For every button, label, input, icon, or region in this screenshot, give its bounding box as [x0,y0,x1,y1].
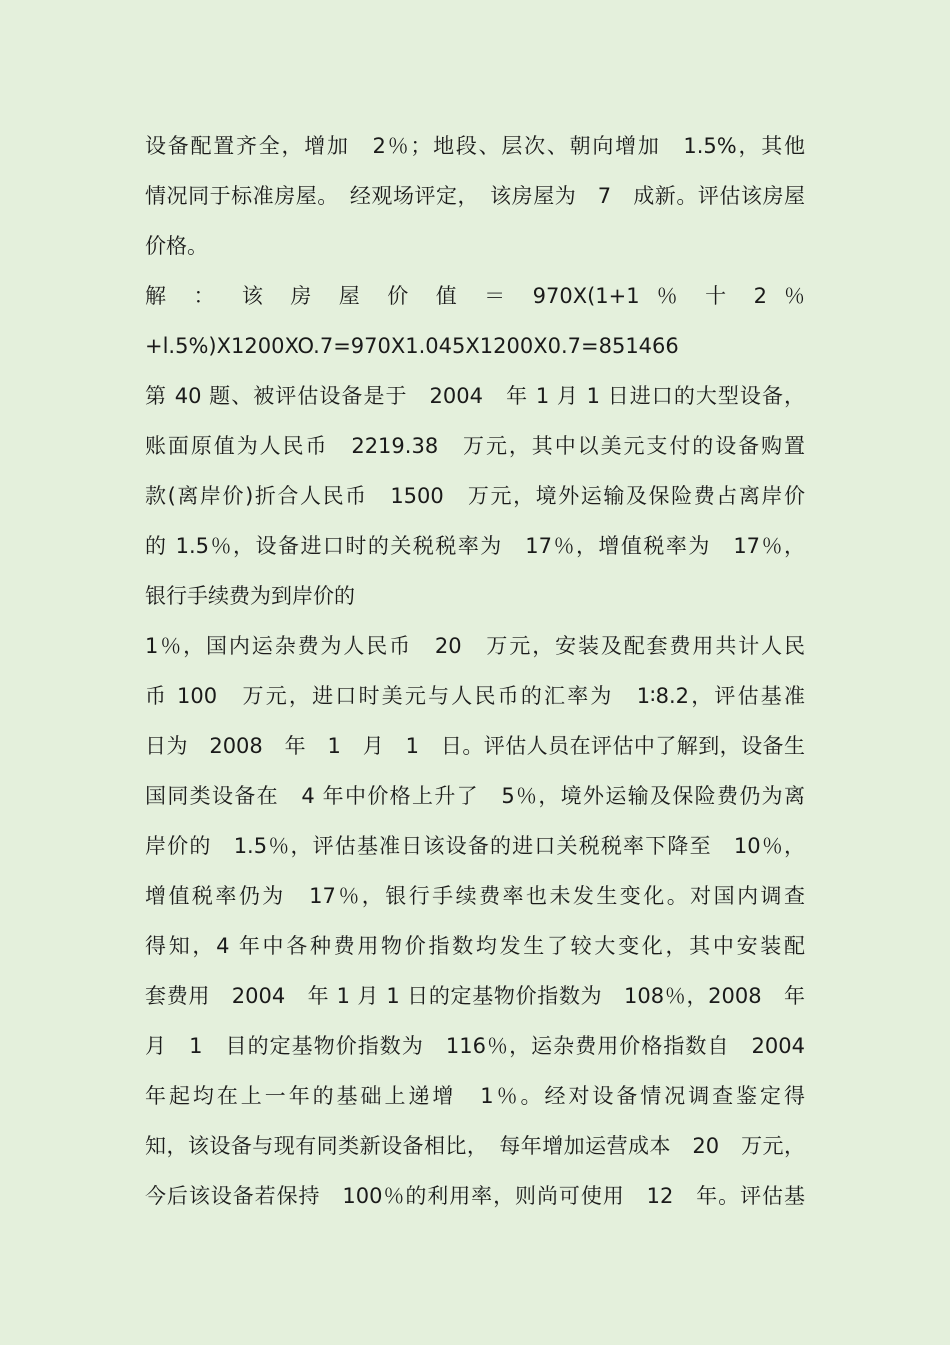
text-line: 套费用 2004 年 1 月 1 日的定基物价指数为 108％，2008 年 [145,984,805,1008]
text-line: 价格。 [145,234,208,258]
text-line: 得知，4 年中各种费用物价指数均发生了较大变化，其中安装配 [145,934,805,958]
text-line: +l.5%)X1200XO.7=970X1.045X1200X0.7=851466 [145,334,679,358]
text-line: 的 1.5％，设备进口时的关税税率为 17％，增值税率为 17％， [145,534,805,558]
text-line: 账面原值为人民币 2219.38 万元，其中以美元支付的设备购置 [145,434,805,458]
text-line: 解 ： 该 房 屋 价 值 ＝ 970X(1+1 ％ 十 2 ％ [145,284,805,308]
text-line: 月 1 目的定基物价指数为 116％，运杂费用价格指数自 2004 [145,1034,805,1058]
text-line: 岸价的 1.5％，评估基准日该设备的进口关税税率下降至 10％， [145,834,805,858]
text-line: 情况同于标准房屋。 经观场评定， 该房屋为 7 成新。评估该房屋 [145,184,805,208]
text-line: 今后该设备若保持 100％的利用率，则尚可使用 12 年。评估基 [145,1184,805,1208]
text-line: 年起均在上一年的基础上递增 1％。经对设备情况调查鉴定得 [145,1084,805,1108]
text-line: 币 100 万元，进口时美元与人民币的汇率为 1∶8.2，评估基准 [145,684,805,708]
text-line: 增值税率仍为 17％，银行手续费率也未发生变化。对国内调查 [145,884,805,908]
text-line: 国同类设备在 4 年中价格上升了 5％，境外运输及保险费仍为离 [145,784,805,808]
text-line: 日为 2008 年 1 月 1 日。评估人员在评估中了解到，设备生 [145,734,805,758]
text-line: 知，该设备与现有同类新设备相比， 每年增加运营成本 20 万元， [145,1134,805,1158]
text-line: 银行手续费为到岸价的 [145,584,355,608]
text-line: 设备配置齐全，增加 2％；地段、层次、朝向增加 1.5%，其他 [145,134,805,158]
text-line: 1％，国内运杂费为人民币 20 万元，安装及配套费用共计人民 [145,634,805,658]
document-body [145,121,805,1221]
text-line: 款(离岸价)折合人民币 1500 万元，境外运输及保险费占离岸价 [145,484,805,508]
text-line: 第 40 题、被评估设备是于 2004 年 1 月 1 日进口的大型设备， [145,384,805,408]
